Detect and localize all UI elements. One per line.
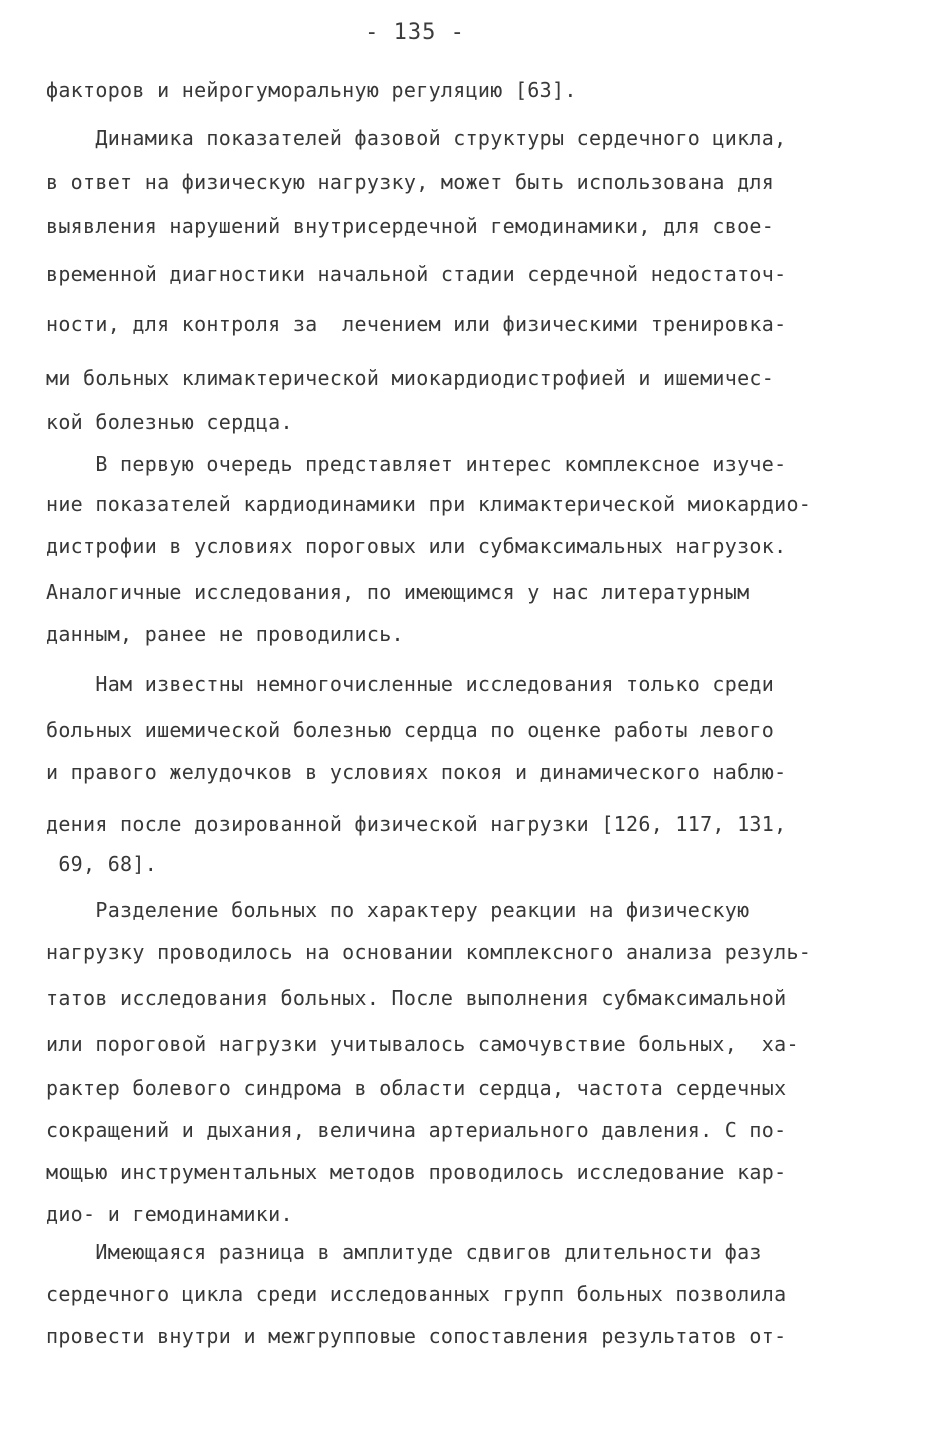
text-line: ми больных климактерической миокардиодистрофией и ишемичес- <box>46 366 775 390</box>
text-line: нагрузку проводилось на основании комплексного анализа резуль- <box>46 940 812 964</box>
text-line: сокращений и дыхания, величина артериального давления. С по- <box>46 1118 787 1142</box>
text-line: выявления нарушений внутрисердечной гемодинамики, для свое- <box>46 214 775 238</box>
text-line: дио- и гемодинамики. <box>46 1202 293 1226</box>
text-line: ние показателей кардиодинамики при климактерической миокардио- <box>46 492 812 516</box>
text-line: или пороговой нагрузки учитывалось самочувствие больных, ха- <box>46 1032 799 1056</box>
text-line: больных ишемической болезнью сердца по оценке работы левого <box>46 718 775 742</box>
text-line: мощью инструментальных методов проводилось исследование кар- <box>46 1160 787 1184</box>
text-line: и правого желудочков в условиях покоя и динамического наблю- <box>46 760 787 784</box>
text-line: провести внутри и межгрупповые сопоставления результатов от- <box>46 1324 787 1348</box>
text-line: в ответ на физическую нагрузку, может быть использована для <box>46 170 775 194</box>
text-line: Нам известны немногочисленные исследования только среди <box>46 672 775 696</box>
text-line: татов исследования больных. После выполнения субмаксимальной <box>46 986 787 1010</box>
text-line: временной диагностики начальной стадии сердечной недостаточ- <box>46 262 787 286</box>
page-number: - 135 - <box>365 20 465 45</box>
text-line: Разделение больных по характеру реакции на физическую <box>46 898 750 922</box>
text-line: сердечного цикла среди исследованных групп больных позволила <box>46 1282 787 1306</box>
text-line: Имеющаяся разница в амплитуде сдвигов длительности фаз <box>46 1240 762 1264</box>
text-line: дистрофии в условиях пороговых или субмаксимальных нагрузок. <box>46 534 787 558</box>
text-line: данным, ранее не проводились. <box>46 622 404 646</box>
text-line: факторов и нейрогуморальную регуляцию [63]. <box>46 78 577 102</box>
text-line: Аналогичные исследования, по имеющимся у нас литературным <box>46 580 750 604</box>
text-line: Динамика показателей фазовой структуры сердечного цикла, <box>46 126 787 150</box>
text-line: рактер болевого синдрома в области сердца, частота сердечных <box>46 1076 787 1100</box>
text-line: кой болезнью сердца. <box>46 410 293 434</box>
text-line: дения после дозированной физической нагрузки [126, 117, 131, <box>46 812 787 836</box>
text-line: В первую очередь представляет интерес комплексное изуче- <box>46 452 787 476</box>
text-line: ности, для контроля за лечением или физическими тренировка- <box>46 312 787 336</box>
text-line: 69, 68]. <box>46 852 158 876</box>
